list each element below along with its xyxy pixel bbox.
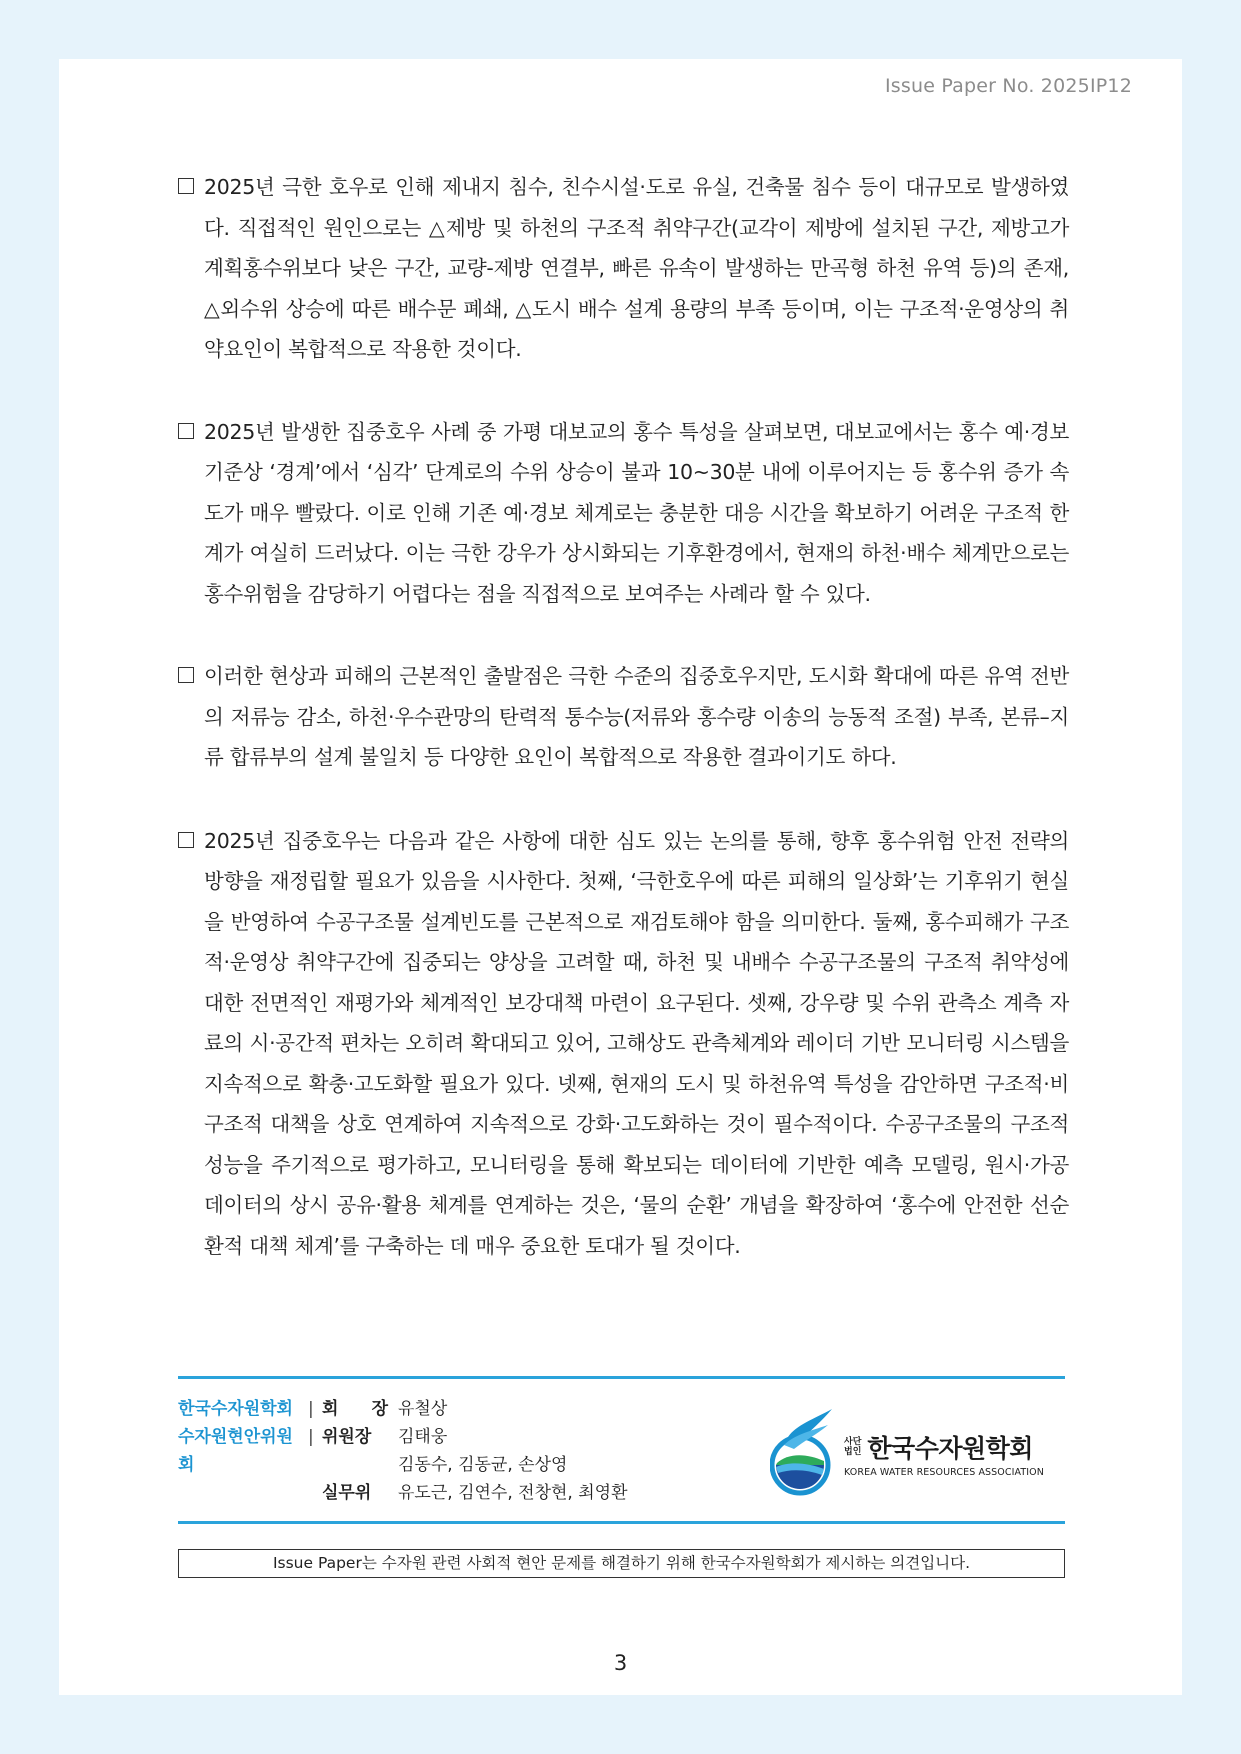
issue-number: Issue Paper No. 2025IP12 <box>885 75 1132 97</box>
paragraph-text: 2025년 발생한 집중호우 사례 중 가평 대보교의 홍수 특성을 살펴보면, 대보교에서는 홍수 예·경보 기준상 ‘경계’에서 ‘심각’ 단계로의 수위 상승이 불과 10~30분 내에 이루어지는 등 홍수위 증가 속도가 매우 빨랐다. 이로 인해 기존 예·경보 체계로는 충분한 대응 시간을 확보하기 어려운 구조적 한계가 여실히 드러났다. 이는 극한 강우가 상시화되는 기후환경에서, 현재의 하천·배수 체계만으로는 홍수위험을 감당하기 어렵다는 점을 직접적으로 보여주는 사례라 할 수 있다. <box>204 419 1069 606</box>
bottom-divider <box>178 1521 1065 1524</box>
body-paragraphs <box>178 167 1069 1308</box>
top-divider <box>178 1376 1065 1379</box>
logo-text <box>844 1429 1044 1478</box>
checkbox-bullet-icon <box>178 832 194 848</box>
member-names: 김동수, 김동균, 손상영 <box>398 1455 568 1475</box>
association-logo <box>770 1407 1044 1499</box>
separator: | <box>308 1399 314 1419</box>
paragraph-text: 2025년 집중호우는 다음과 같은 사항에 대한 심도 있는 논의를 통해, 향후 홍수위험 안전 전략의 방향을 재정립할 필요가 있음을 시사한다. 첫째, ‘극한호우에 따른 피해의 일상화’는 기후위기 현실을 반영하여 수공구조물 설계빈도를 근본적으로 재검토해야 함을 의미한다. 둘째, 홍수피해가 구조적·운영상 취약구간에 집중되는 양상을 고려할 때, 하천 및 내배수 수공구조물의 구조적 취약성에 대한 전면적인 재평가와 체계적인 보강대책 마련이 요구된다. 셋째, 강우량 및 수위 관측소 계측 자료의 시·공간적 편차는 오히려 확대되고 있어, 고해상도 관측체계와 레이더 기반 모니터링 시스템을 지속적으로 확충·고도화할 필요가 있다. 넷째, 현재의 도시 및 하천유역 특성을 감안하면 구조적·비구조적 대책을 상호 연계하여 지속적으로 강화·고도화하는 것이 필수적이다. 수공구조물의 구조적 성능을 주기적으로 평가하고, 모니터링을 통해 확보되는 데이터에 기반한 예측 모델링, 원시·가공 데이터의 상시 공유·활용 체계를 연계하는 것은, ‘물의 순환’ 개념을 확장하여 ‘홍수에 안전한 선순환적 대책 체계’를 구축하는 데 매우 중요한 토대가 될 것이다. <box>204 828 1069 1258</box>
paragraph-2 <box>178 412 1069 615</box>
water-drop-logo-icon <box>770 1407 836 1499</box>
role-label <box>322 1451 388 1479</box>
credits-block <box>178 1395 628 1507</box>
checkbox-bullet-icon <box>178 667 194 683</box>
document-page <box>59 59 1182 1695</box>
paragraph-4 <box>178 821 1069 1267</box>
member-names: 유철상 <box>398 1399 448 1419</box>
separator: | <box>308 1427 314 1447</box>
paragraph-text: 이러한 현상과 피해의 근본적인 출발점은 극한 수준의 집중호우지만, 도시화 확대에 따른 유역 전반의 저류능 감소, 하천·우수관망의 탄력적 통수능(저류와 홍수량 이송의 능동적 조절) 부족, 본류–지류 합류부의 설계 불일치 등 다양한 요인이 복합적으로 작용한 결과이기도 하다. <box>204 664 1069 769</box>
checkbox-bullet-icon <box>178 178 194 194</box>
role-label: 위원장 <box>322 1427 372 1447</box>
role-label: 회 장 <box>322 1399 388 1419</box>
paragraph-3 <box>178 656 1069 778</box>
credit-row <box>178 1479 628 1507</box>
page-number: 3 <box>613 1651 628 1675</box>
committee-name: 수자원현안위원회 <box>178 1427 293 1475</box>
member-names: 유도근, 김연수, 전창현, 최영환 <box>398 1483 628 1503</box>
member-names: 김태웅 <box>398 1427 448 1447</box>
paragraph-text: 2025년 극한 호우로 인해 제내지 침수, 친수시설·도로 유실, 건축물 침수 등이 대규모로 발생하였다. 직접적인 원인으로는 △제방 및 하천의 구조적 취약구간(교각이 제방에 설치된 구간, 제방고가 계획홍수위보다 낮은 구간, 교량-제방 연결부, 빠른 유속이 발생하는 만곡형 하천 유역 등)의 존재, △외수위 상승에 따른 배수문 폐쇄, △도시 배수 설계 용량의 부족 등이며, 이는 구조적·운영상의 취약요인이 복합적으로 작용한 것이다. <box>204 175 1069 361</box>
role-label: 실무위 <box>322 1483 372 1503</box>
credit-row <box>178 1451 628 1479</box>
org-name: 한국수자원학회 <box>178 1399 293 1419</box>
association-english-name: KOREA WATER RESOURCES ASSOCIATION <box>844 1466 1044 1478</box>
notice-box: Issue Paper는 수자원 관련 사회적 현안 문제를 해결하기 위해 한국수자원학회가 제시하는 의견입니다. <box>178 1549 1065 1578</box>
checkbox-bullet-icon <box>178 423 194 439</box>
credit-row <box>178 1395 628 1423</box>
association-name: 한국수자원학회 <box>867 1433 1033 1463</box>
paragraph-1 <box>178 167 1069 370</box>
corporation-label: 사단 법인 <box>844 1436 862 1457</box>
